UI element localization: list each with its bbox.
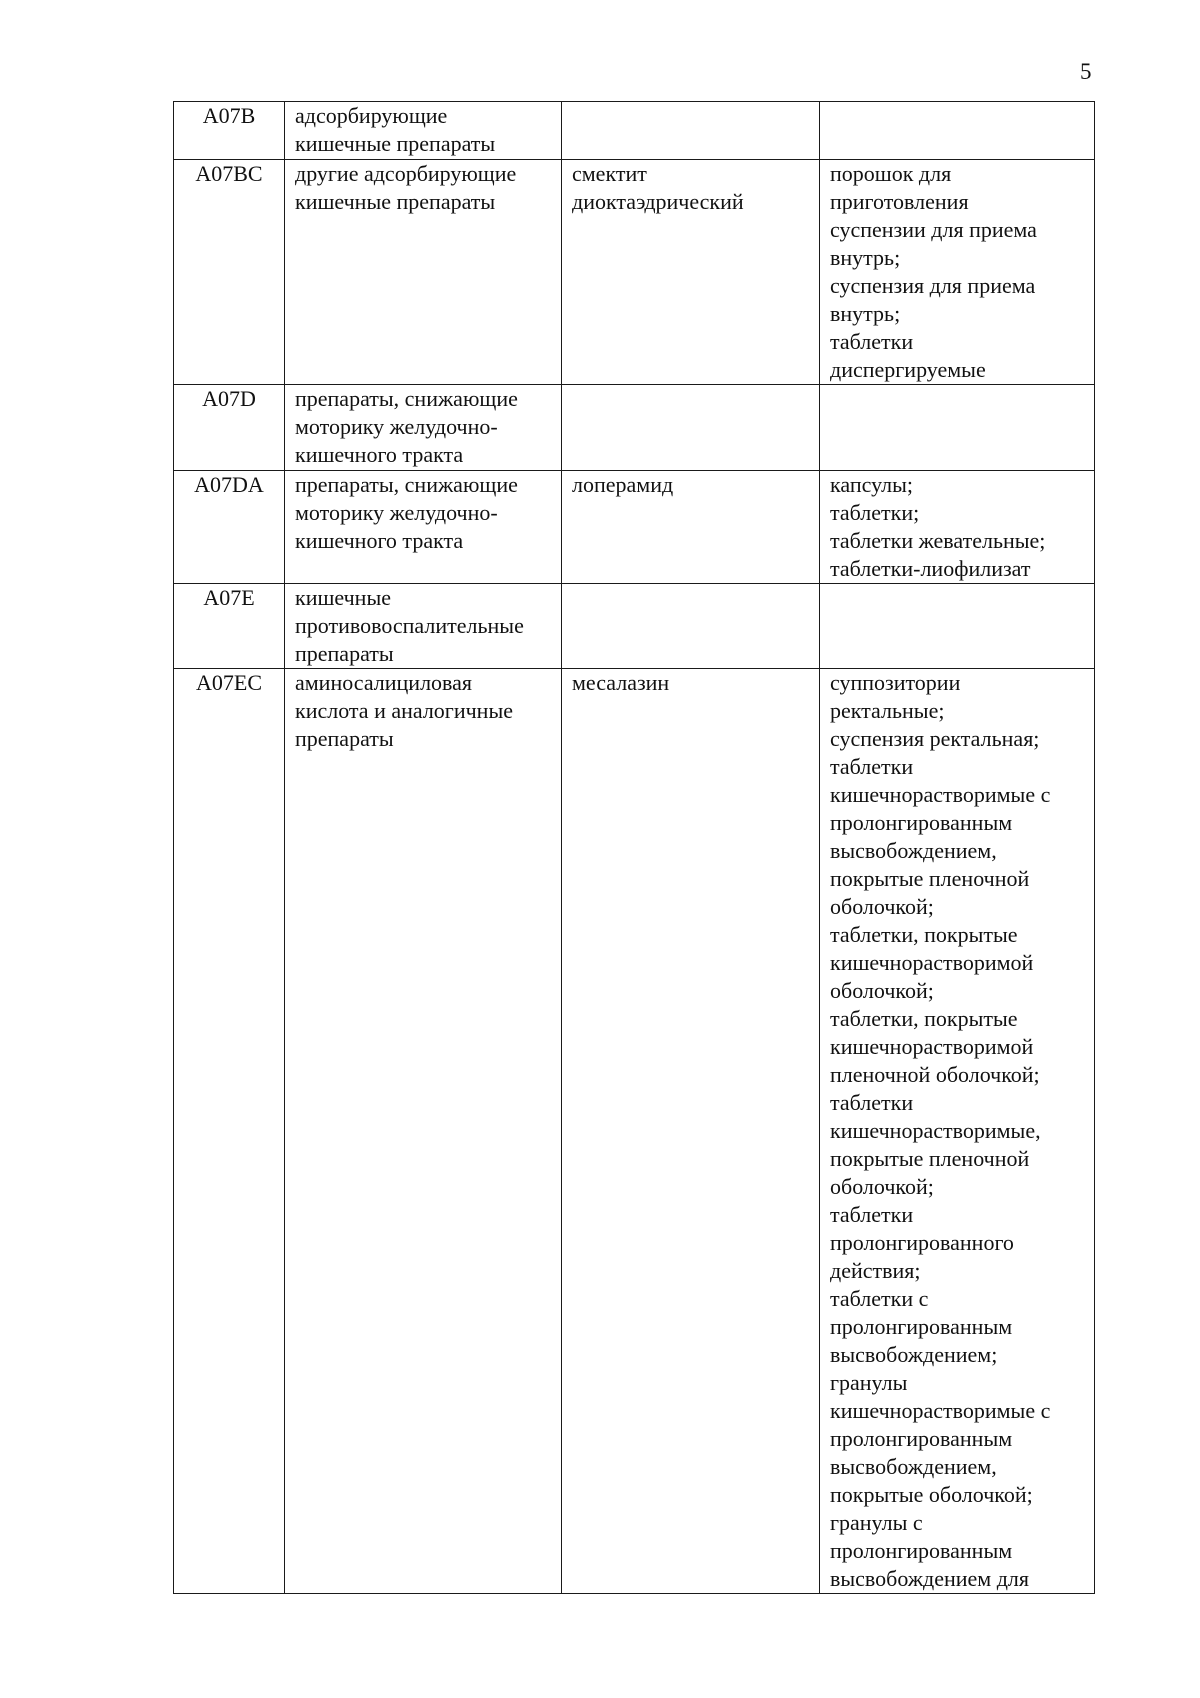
- dosage-form-line: пролонгированным: [830, 810, 1013, 835]
- dosage-form-line: порошок для: [830, 161, 952, 186]
- group-line: другие адсорбирующие: [295, 161, 517, 186]
- dosage-form-line: диспергируемые: [830, 357, 986, 382]
- dosage-form-line: кишечнорастворимой: [830, 950, 1034, 975]
- atc-group-cell: [285, 584, 562, 669]
- atc-code-cell: A07D: [174, 385, 285, 471]
- group-line: кишечные препараты: [295, 131, 496, 156]
- dosage-form-line: высвобождением,: [830, 838, 997, 863]
- dosage-form-line: приготовления: [830, 189, 969, 214]
- group-line: препараты, снижающие: [295, 386, 518, 411]
- group-line: моторику желудочно-: [295, 500, 498, 525]
- dosage-form-line: суппозитории: [830, 670, 961, 695]
- dosage-form-line: таблетки, покрытые: [830, 922, 1018, 947]
- substance-line: месалазин: [572, 670, 670, 695]
- dosage-form-line: ректальные;: [830, 698, 945, 723]
- dosage-form-line: таблетки: [830, 754, 914, 779]
- atc-group-cell: [285, 471, 562, 584]
- table-row: [174, 471, 1095, 584]
- dosage-forms-cell: [820, 669, 1095, 1594]
- dosage-form-line: таблетки жевательные;: [830, 528, 1046, 553]
- group-line: кишечные препараты: [295, 189, 496, 214]
- dosage-form-line: покрытые пленочной: [830, 866, 1030, 891]
- group-line: препараты, снижающие: [295, 472, 518, 497]
- atc-group-cell: [285, 385, 562, 471]
- substance-cell: [562, 471, 820, 584]
- dosage-form-line: пролонгированным: [830, 1538, 1013, 1563]
- group-line: противовоспалительные: [295, 613, 524, 638]
- atc-code-cell: A07DA: [174, 471, 285, 584]
- dosage-form-line: пролонгированного: [830, 1230, 1014, 1255]
- page-number: 5: [1080, 59, 1092, 84]
- dosage-form-line: гранулы с: [830, 1510, 923, 1535]
- dosage-forms-cell: [820, 584, 1095, 669]
- drug-classification-table: [173, 101, 1095, 1594]
- dosage-form-line: таблетки;: [830, 500, 920, 525]
- atc-code-cell: A07E: [174, 584, 285, 669]
- dosage-form-line: гранулы: [830, 1370, 908, 1395]
- table-row: [174, 160, 1095, 385]
- dosage-form-line: капсулы;: [830, 472, 913, 497]
- dosage-form-line: высвобождением для: [830, 1566, 1029, 1591]
- atc-code-cell: A07B: [174, 102, 285, 160]
- dosage-form-line: действия;: [830, 1258, 921, 1283]
- substance-line: диоктаэдрический: [572, 189, 744, 214]
- table-row: [174, 584, 1095, 669]
- group-line: кишечные: [295, 585, 392, 610]
- dosage-form-line: кишечнорастворимые с: [830, 1398, 1051, 1423]
- substance-cell: [562, 102, 820, 160]
- atc-code-cell: A07BC: [174, 160, 285, 385]
- group-line: препараты: [295, 726, 394, 751]
- dosage-form-line: кишечнорастворимые с: [830, 782, 1051, 807]
- dosage-form-line: оболочкой;: [830, 978, 934, 1003]
- table-row: [174, 102, 1095, 160]
- substance-cell: [562, 160, 820, 385]
- dosage-forms-cell: [820, 102, 1095, 160]
- substance-cell: [562, 584, 820, 669]
- dosage-form-line: суспензии для приема: [830, 217, 1037, 242]
- table-row: [174, 669, 1095, 1594]
- group-line: препараты: [295, 641, 394, 666]
- dosage-form-line: пролонгированным: [830, 1314, 1013, 1339]
- dosage-form-line: высвобождением,: [830, 1454, 997, 1479]
- atc-group-cell: [285, 669, 562, 1594]
- dosage-form-line: внутрь;: [830, 245, 901, 270]
- substance-line: лоперамид: [572, 472, 674, 497]
- table-row: [174, 385, 1095, 471]
- dosage-form-line: таблетки-лиофилизат: [830, 556, 1031, 581]
- group-line: аминосалициловая: [295, 670, 473, 695]
- dosage-form-line: внутрь;: [830, 301, 901, 326]
- dosage-form-line: высвобождением;: [830, 1342, 998, 1367]
- dosage-form-line: таблетки с: [830, 1286, 929, 1311]
- atc-group-cell: [285, 160, 562, 385]
- group-line: кислота и аналогичные: [295, 698, 513, 723]
- dosage-form-line: таблетки: [830, 1202, 914, 1227]
- substance-cell: [562, 669, 820, 1594]
- dosage-form-line: суспензия для приема: [830, 273, 1036, 298]
- group-line: моторику желудочно-: [295, 414, 498, 439]
- dosage-form-line: таблетки: [830, 1090, 914, 1115]
- dosage-form-line: пленочной оболочкой;: [830, 1062, 1040, 1087]
- substance-line: смектит: [572, 161, 647, 186]
- dosage-form-line: покрытые оболочкой;: [830, 1482, 1033, 1507]
- dosage-form-line: кишечнорастворимые,: [830, 1118, 1041, 1143]
- group-line: адсорбирующие: [295, 103, 448, 128]
- dosage-forms-cell: [820, 385, 1095, 471]
- group-line: кишечного тракта: [295, 442, 464, 467]
- dosage-form-line: таблетки: [830, 329, 914, 354]
- dosage-form-line: кишечнорастворимой: [830, 1034, 1034, 1059]
- dosage-form-line: суспензия ректальная;: [830, 726, 1040, 751]
- dosage-form-line: оболочкой;: [830, 894, 934, 919]
- group-line: кишечного тракта: [295, 528, 464, 553]
- dosage-form-line: оболочкой;: [830, 1174, 934, 1199]
- atc-group-cell: [285, 102, 562, 160]
- atc-code-cell: A07EC: [174, 669, 285, 1594]
- dosage-form-line: пролонгированным: [830, 1426, 1013, 1451]
- dosage-forms-cell: [820, 160, 1095, 385]
- dosage-forms-cell: [820, 471, 1095, 584]
- dosage-form-line: покрытые пленочной: [830, 1146, 1030, 1171]
- substance-cell: [562, 385, 820, 471]
- dosage-form-line: таблетки, покрытые: [830, 1006, 1018, 1031]
